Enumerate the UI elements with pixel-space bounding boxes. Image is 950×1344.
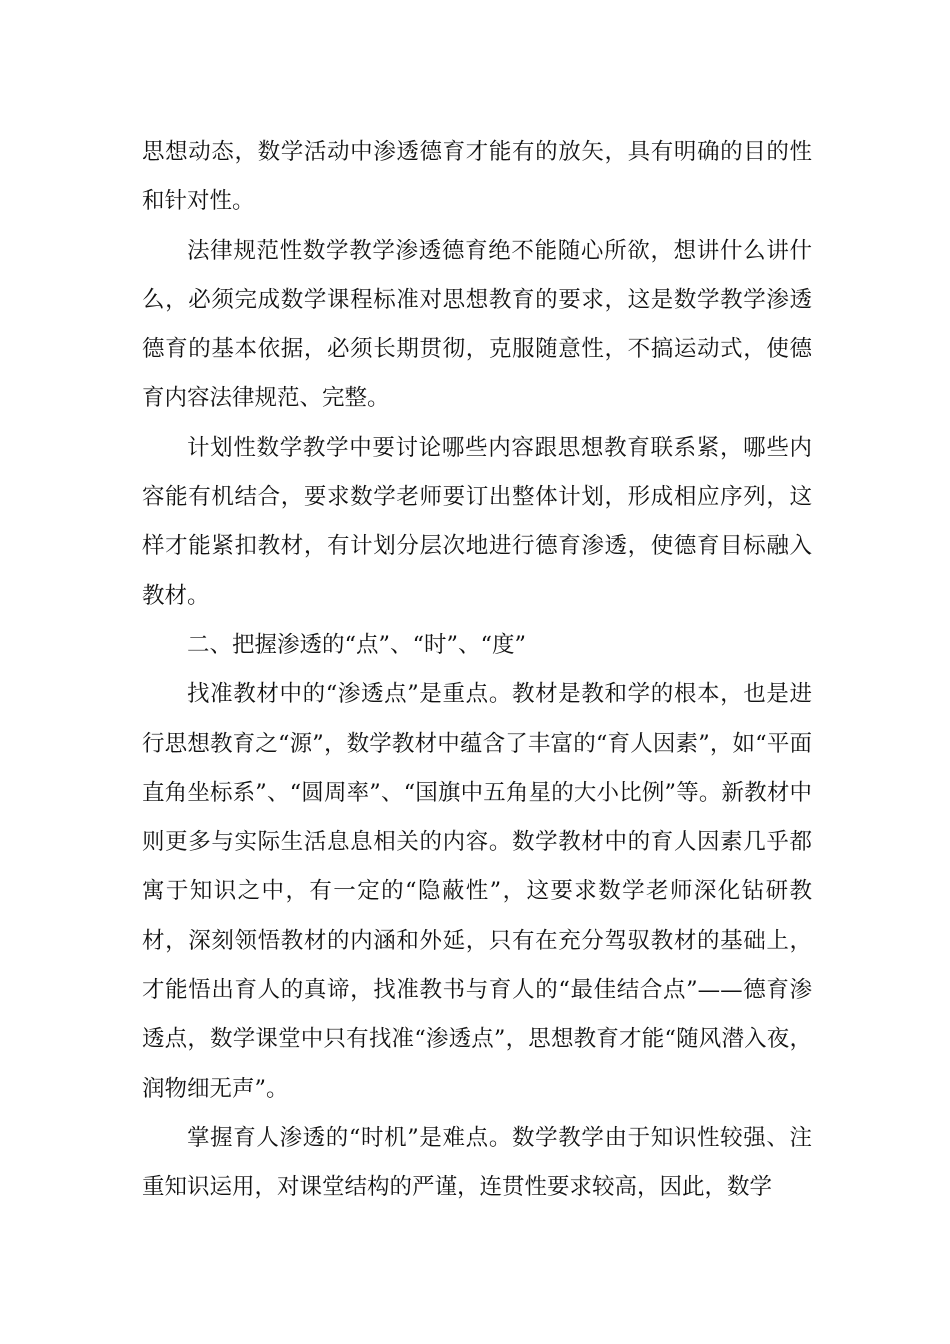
paragraph-legal-normativity: 法律规范性数学教学渗透德育绝不能随心所欲，想讲什么讲什么，必须完成数学课程标准对思想教育的要求，这是数学教学渗透德育的基本依据，必须长期贯彻，克服随意性，不搞运动式，使德育内容法律规范、完整。 — [142, 237, 812, 412]
paragraph-timing: 掌握育人渗透的“时机”是难点。数学教学由于知识性较强、注重知识运用，对课堂结构的严谨，连贯性要求较高，因此，数学 — [142, 1124, 812, 1201]
body-text — [142, 128, 812, 1213]
paragraph-planning: 计划性数学教学中要讨论哪些内容跟思想教育联系紧，哪些内容能有机结合，要求数学老师要订出整体计划，形成相应序列，这样才能紧扣教材，有计划分层次地进行德育渗透，使德育目标融入教材。 — [142, 434, 812, 609]
section-heading: 二、把握渗透的“点”、“时”、“度” — [187, 631, 527, 658]
paragraph-penetration-point: 找准教材中的“渗透点”是重点。教材是教和学的根本，也是进行思想教育之“源”，数学教材中蕴含了丰富的“育人因素”，如“平面直角坐标系”、“圆周率”、“国旗中五角星的大小比例”等。新教材中则更多与实际生活息息相关的内容。数学教材中的育人因素几乎都寓于知识之中，有一定的“隐蔽性”，这要求数学老师深化钻研教材，深刻领悟教材的内涵和外延，只有在充分驾驭教材的基础上，才能悟出育人的真谛，找准教书与育人的“最佳结合点”——德育渗透点，数学课堂中只有找准“渗透点”，思想教育才能“随风潜入夜，润物细无声”。 — [142, 681, 812, 1102]
paragraph-continuation: 思想动态，数学活动中渗透德育才能有的放矢，具有明确的目的性和针对性。 — [142, 139, 812, 215]
